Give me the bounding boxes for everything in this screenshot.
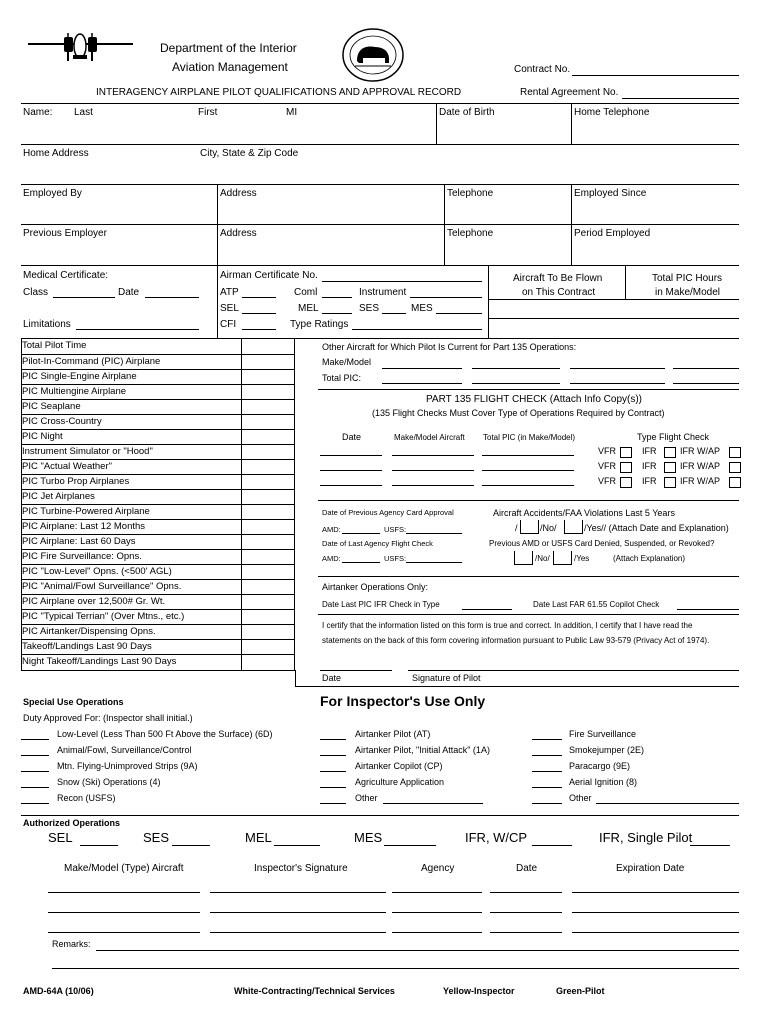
special-op-initial[interactable]: [21, 803, 49, 804]
far-check-label: Date Last FAR 61.55 Copilot Check: [533, 600, 660, 609]
other-total-pic-2[interactable]: [472, 383, 560, 384]
denied-yes-box[interactable]: [553, 551, 572, 565]
hours-row-label: PIC Airplane over 12,500# Gr. Wt.: [21, 594, 241, 609]
other-total-pic-1[interactable]: [382, 383, 462, 384]
hours-row-label: PIC "Low-Level" Opns. (<500' AGL): [21, 564, 241, 579]
other-aircraft-label: Other Aircraft for Which Pilot Is Current for Part 135 Operations:: [322, 342, 577, 352]
other-total-pic-4[interactable]: [673, 383, 739, 384]
name-label: Name:: [23, 107, 53, 118]
ifr-label: IFR: [642, 461, 657, 471]
hours-row-label: PIC Airplane: Last 60 Days: [21, 534, 241, 549]
auth-ifr-wcp-label: IFR, W/CP: [465, 830, 528, 845]
employer-address-field[interactable]: Address: [220, 188, 257, 199]
auth-ifr-wcp-field[interactable]: [532, 845, 572, 846]
pilot-signature-field[interactable]: [408, 670, 739, 671]
auth-make-model-field[interactable]: [48, 932, 200, 933]
hours-row-value[interactable]: [242, 399, 295, 414]
auth-ses-label: SES: [143, 830, 170, 845]
other-op-label: Aerial Ignition (8): [569, 777, 638, 787]
check-total-pic-header: Total PIC (in Make/Model): [483, 433, 576, 442]
accidents-no-box[interactable]: [520, 520, 539, 534]
hours-row-value[interactable]: [242, 564, 295, 579]
medical-cert-label: Medical Certificate:: [23, 270, 109, 281]
type-ratings-field[interactable]: [352, 329, 482, 330]
airtanker-op-initial[interactable]: [320, 739, 346, 740]
hours-row-label: PIC Jet Airplanes: [21, 489, 241, 504]
hours-row-label: Night Takeoff/Landings Last 90 Days: [21, 654, 241, 669]
hours-row-label: PIC "Typical Terrian" (Over Mtns., etc.): [21, 609, 241, 624]
hours-row-value[interactable]: [242, 489, 295, 504]
accidents-no-label: /No/: [540, 523, 557, 533]
hours-row-value[interactable]: [242, 429, 295, 444]
auth-signature-field[interactable]: [210, 892, 386, 893]
last-amd-label: AMD:: [322, 554, 341, 563]
hours-row-value[interactable]: [242, 534, 295, 549]
prev-card-label: Date of Previous Agency Card Approval: [322, 508, 454, 517]
other-op-label: Fire Surveillance: [569, 729, 637, 739]
medical-date-field[interactable]: [145, 297, 199, 298]
ifr-wap-checkbox[interactable]: [729, 477, 741, 488]
limitations-field[interactable]: [76, 329, 199, 330]
city-state-zip-field[interactable]: City, State & Zip Code: [200, 148, 299, 159]
check-date-field[interactable]: [320, 485, 382, 486]
certify-text-2: statements on the back of this form covering information pursuant to Public Law 93-579 (Privacy Act of 1974).: [322, 636, 710, 645]
denied-yes-label: /Yes: [574, 554, 590, 563]
period-employed-field[interactable]: Period Employed: [574, 228, 651, 239]
agency-title: Aviation Management: [172, 60, 288, 74]
last-amd-field[interactable]: [342, 562, 380, 563]
inspector-title: For Inspector's Use Only: [320, 693, 486, 709]
remarks-field[interactable]: [96, 950, 739, 951]
other-op-field-2[interactable]: [596, 803, 739, 804]
previous-employer-field[interactable]: Previous Employer: [23, 228, 107, 239]
auth-ifr-single-field[interactable]: [690, 845, 730, 846]
other-op-field[interactable]: [383, 803, 483, 804]
hours-row-value[interactable]: [242, 384, 295, 399]
total-pic-other-label: Total PIC:: [322, 373, 362, 383]
auth-agency-field[interactable]: [392, 912, 482, 913]
mi-field[interactable]: MI: [286, 107, 298, 118]
ifr-label: IFR: [642, 476, 657, 486]
hours-row-label: Pilot-In-Command (PIC) Airplane: [21, 354, 241, 369]
ifr-wap-checkbox[interactable]: [729, 447, 741, 458]
auth-expiration-field[interactable]: [572, 892, 739, 893]
home-phone-field[interactable]: Home Telephone: [574, 107, 650, 118]
last-usfs-field[interactable]: [406, 562, 462, 563]
hours-row-value[interactable]: [242, 354, 295, 369]
dob-field[interactable]: Date of Birth: [439, 107, 495, 118]
auth-expiration-field[interactable]: [572, 912, 739, 913]
auth-mes-label: MES: [354, 830, 383, 845]
make-model-label: Make/Model: [322, 357, 372, 367]
auth-ses-field[interactable]: [172, 845, 210, 846]
coml-field[interactable]: [322, 297, 352, 298]
hours-row-label: PIC Fire Surveillance: Opns.: [21, 549, 241, 564]
cfi-label: CFI: [220, 319, 237, 330]
hours-row-value[interactable]: [242, 639, 295, 654]
auth-make-model-field[interactable]: [48, 892, 200, 893]
accidents-yes-box[interactable]: [564, 520, 583, 534]
auth-make-model-field[interactable]: [48, 912, 200, 913]
hours-row-value[interactable]: [242, 654, 295, 669]
class-label: Class: [23, 287, 49, 298]
special-op-initial[interactable]: [21, 739, 49, 740]
other-op-initial[interactable]: [532, 755, 562, 756]
vfr-checkbox[interactable]: [620, 462, 632, 473]
accidents-label: Aircraft Accidents/FAA Violations Last 5 Years: [493, 508, 675, 518]
certify-date-label: Date: [322, 673, 342, 683]
mes-label: MES: [411, 303, 433, 314]
hours-row-label: PIC Turbine-Powered Airplane: [21, 504, 241, 519]
hours-row-label: PIC Cross-Country: [21, 414, 241, 429]
inspector-signature-header: Inspector's Signature: [254, 863, 348, 874]
other-total-pic-3[interactable]: [570, 383, 665, 384]
hours-row-value[interactable]: [242, 594, 295, 609]
ses-label: SES: [359, 303, 380, 314]
hours-row-label: PIC Single-Engine Airplane: [21, 369, 241, 384]
sel-label: SEL: [220, 303, 239, 314]
other-op-label: Other: [569, 793, 592, 803]
other-op-initial[interactable]: [532, 803, 562, 804]
mel-field[interactable]: [322, 313, 352, 314]
medical-date-label: Date: [118, 287, 140, 298]
auth-date-field[interactable]: [490, 892, 562, 893]
atp-field[interactable]: [242, 297, 276, 298]
hours-row-label: PIC Night: [21, 429, 241, 444]
airtanker-op-label: Airtanker Pilot, "Initial Attack" (1A): [355, 745, 490, 755]
previous-telephone-field[interactable]: Telephone: [447, 228, 494, 239]
employed-by-field[interactable]: Employed By: [23, 188, 82, 199]
ifr-wap-label: IFR W/AP: [680, 476, 720, 486]
instrument-field[interactable]: [410, 297, 482, 298]
airplane-logo-icon: [28, 28, 133, 62]
duty-approved-label: Duty Approved For: (Inspector shall initial.): [23, 713, 193, 723]
auth-ifr-single-label: IFR, Single Pilot: [599, 830, 693, 845]
check-date-field[interactable]: [320, 455, 382, 456]
other-op-initial[interactable]: [532, 739, 562, 740]
date-header: Date: [516, 863, 538, 874]
check-make-model-field[interactable]: [392, 485, 474, 486]
ifr-check-label: Date Last PIC IFR Check in Type: [322, 600, 440, 609]
authorized-title: Authorized Operations: [23, 818, 121, 828]
auth-mel-label: MEL: [245, 830, 272, 845]
hours-row-value[interactable]: [242, 474, 295, 489]
special-op-label: Mtn. Flying-Unimproved Strips (9A): [57, 761, 198, 771]
type-check-header: Type Flight Check: [637, 432, 710, 442]
auth-date-field[interactable]: [490, 932, 562, 933]
special-op-initial[interactable]: [21, 787, 49, 788]
sel-field[interactable]: [242, 313, 276, 314]
type-ratings-label: Type Ratings: [290, 319, 349, 330]
auth-signature-field[interactable]: [210, 912, 386, 913]
form-title: INTERAGENCY AIRPLANE PILOT QUALIFICATIONS AND APPROVAL RECORD: [96, 87, 462, 98]
last-card-label: Date of Last Agency Flight Check: [322, 539, 433, 548]
hours-row-label: PIC Multiengine Airplane: [21, 384, 241, 399]
other-make-model-3[interactable]: [570, 368, 665, 369]
auth-signature-field[interactable]: [210, 932, 386, 933]
coml-label: Coml: [294, 287, 318, 298]
denied-attach-label: (Attach Explanation): [613, 554, 686, 563]
special-op-label: Low-Level (Less Than 500 Ft Above the Surface) (6D): [57, 729, 273, 739]
ses-field[interactable]: [382, 313, 406, 314]
check-total-pic-field[interactable]: [482, 455, 574, 456]
special-op-label: Recon (USFS): [57, 793, 116, 803]
other-make-model-4[interactable]: [673, 368, 739, 369]
other-op-label: Smokejumper (2E): [569, 745, 645, 755]
class-field[interactable]: [53, 297, 115, 298]
hours-row-value[interactable]: [242, 414, 295, 429]
form-number: AMD-64A (10/06): [23, 986, 94, 996]
airtanker-op-label: Agriculture Application: [355, 777, 445, 787]
hours-row-value[interactable]: [242, 339, 295, 354]
flight-check-subtitle: (135 Flight Checks Must Cover Type of Operations Required by Contract): [372, 408, 665, 418]
ifr-label: IFR: [642, 446, 657, 456]
copy-green: Green-Pilot: [556, 986, 605, 996]
mes-field[interactable]: [436, 313, 482, 314]
hours-row-value[interactable]: [242, 504, 295, 519]
denied-no-box[interactable]: [514, 551, 533, 565]
airtanker-op-initial[interactable]: [320, 755, 346, 756]
check-date-field[interactable]: [320, 470, 382, 471]
expiration-header: Expiration Date: [616, 863, 685, 874]
check-make-model-field[interactable]: [392, 470, 474, 471]
make-model-type-header: Make/Model (Type) Aircraft: [64, 863, 184, 874]
airtanker-title: Airtanker Operations Only:: [322, 582, 429, 592]
ifr-check-field[interactable]: [462, 609, 512, 610]
ifr-checkbox[interactable]: [664, 462, 676, 473]
hours-row-label: PIC Airtanker/Dispensing Opns.: [21, 624, 241, 639]
ifr-wap-label: IFR W/AP: [680, 461, 720, 471]
other-make-model-2[interactable]: [472, 368, 560, 369]
hours-row-label: PIC Seaplane: [21, 399, 241, 414]
contract-no-label: Contract No.: [514, 64, 571, 75]
employed-since-field[interactable]: Employed Since: [574, 188, 647, 199]
auth-mel-field[interactable]: [274, 845, 320, 846]
last-usfs-label: USFS:: [384, 554, 407, 563]
hours-row-label: Instrument Simulator or "Hood": [21, 444, 241, 459]
other-op-label: Paracargo (9E): [569, 761, 631, 771]
check-make-model-header: Make/Model Aircraft: [394, 433, 465, 442]
hours-row-label: PIC Airplane: Last 12 Months: [21, 519, 241, 534]
hours-row-label: Takeoff/Landings Last 90 Days: [21, 639, 241, 654]
employer-telephone-field[interactable]: Telephone: [447, 188, 494, 199]
auth-mes-field[interactable]: [384, 845, 436, 846]
denied-no-label: /No/: [535, 554, 550, 563]
card-denied-label: Previous AMD or USFS Card Denied, Suspended, or Revoked?: [489, 539, 715, 548]
rental-no-field[interactable]: [622, 98, 739, 99]
vfr-checkbox[interactable]: [620, 477, 632, 488]
ifr-checkbox[interactable]: [664, 477, 676, 488]
contract-no-field[interactable]: [572, 75, 739, 76]
special-use-title: Special Use Operations: [23, 697, 124, 707]
hours-row-label: PIC Turbo Prop Airplanes: [21, 474, 241, 489]
hours-row-value[interactable]: [242, 549, 295, 564]
hours-row-label: PIC "Animal/Fowl Surveillance" Opns.: [21, 579, 241, 594]
mel-label: MEL: [298, 303, 319, 314]
auth-agency-field[interactable]: [392, 892, 482, 893]
remarks-label: Remarks:: [52, 939, 91, 949]
airtanker-op-label: Airtanker Pilot (AT): [355, 729, 431, 739]
agency-header: Agency: [421, 863, 455, 874]
special-op-label: Snow (Ski) Operations (4): [57, 777, 161, 787]
copy-white: White-Contracting/Technical Services: [234, 986, 395, 996]
limitations-label: Limitations: [23, 319, 71, 330]
auth-sel-label: SEL: [48, 830, 73, 845]
auth-agency-field[interactable]: [392, 932, 482, 933]
hours-row-value[interactable]: [242, 624, 295, 639]
other-op-initial[interactable]: [532, 771, 562, 772]
vfr-label: VFR: [598, 446, 616, 456]
cfi-field[interactable]: [242, 329, 276, 330]
certify-text: I certify that the information listed on this form is true and correct. In addition, I certify that I have read the: [322, 621, 693, 630]
aircraft-flown-label: Aircraft To Be Flown: [513, 273, 603, 284]
remarks-field-2[interactable]: [52, 968, 739, 969]
dept-title: Department of the Interior: [160, 41, 297, 55]
airtanker-op-initial[interactable]: [320, 787, 346, 788]
prev-amd-field[interactable]: [342, 533, 380, 534]
hours-row-label: PIC "Actual Weather": [21, 459, 241, 474]
vfr-checkbox[interactable]: [620, 447, 632, 458]
airtanker-op-initial[interactable]: [320, 771, 346, 772]
aircraft-flown-label-2: on This Contract: [522, 287, 596, 298]
auth-expiration-field[interactable]: [572, 932, 739, 933]
doi-seal-icon: [341, 27, 405, 83]
instrument-label: Instrument: [359, 287, 407, 298]
check-date-header: Date: [342, 432, 362, 442]
check-total-pic-field[interactable]: [482, 470, 574, 471]
hours-row-value[interactable]: [242, 459, 295, 474]
airtanker-op-initial[interactable]: [320, 803, 346, 804]
total-pic-label-2: in Make/Model: [655, 287, 721, 298]
atp-label: ATP: [220, 287, 239, 298]
accidents-yes-label: /Yes// (Attach Date and Explanation): [584, 523, 729, 533]
hours-row-value[interactable]: [242, 369, 295, 384]
ifr-wap-label: IFR W/AP: [680, 446, 720, 456]
check-total-pic-field[interactable]: [482, 485, 574, 486]
copy-yellow: Yellow-Inspector: [443, 986, 515, 996]
vfr-label: VFR: [598, 476, 616, 486]
special-op-initial[interactable]: [21, 755, 49, 756]
home-address-field[interactable]: Home Address: [23, 148, 89, 159]
other-make-model-1[interactable]: [382, 368, 462, 369]
total-pic-label: Total PIC Hours: [652, 273, 723, 284]
pilot-signature-label: Signature of Pilot: [412, 673, 481, 683]
prev-usfs-field[interactable]: [406, 533, 462, 534]
special-op-initial[interactable]: [21, 771, 49, 772]
ifr-wap-checkbox[interactable]: [729, 462, 741, 473]
check-make-model-field[interactable]: [392, 455, 474, 456]
previous-address-field[interactable]: Address: [220, 228, 257, 239]
hours-row-value[interactable]: [242, 519, 295, 534]
vfr-label: VFR: [598, 461, 616, 471]
prev-amd-label: AMD:: [322, 525, 341, 534]
special-op-label: Animal/Fowl, Surveillance/Control: [57, 745, 192, 755]
hours-row-value[interactable]: [242, 609, 295, 624]
auth-sel-field[interactable]: [80, 845, 118, 846]
other-op-initial[interactable]: [532, 787, 562, 788]
rental-no-label: Rental Agreement No.: [520, 87, 619, 98]
ifr-checkbox[interactable]: [664, 447, 676, 458]
airtanker-op-label: Other: [355, 793, 378, 803]
airman-cert-field[interactable]: [322, 281, 482, 282]
first-name-field[interactable]: First: [198, 107, 218, 118]
certify-date-field[interactable]: [320, 670, 392, 671]
hours-row-value[interactable]: [242, 579, 295, 594]
airman-cert-label: Airman Certificate No.: [220, 270, 318, 281]
auth-date-field[interactable]: [490, 912, 562, 913]
hours-row-label: Total Pilot Time: [22, 340, 87, 351]
flight-check-title: PART 135 FLIGHT CHECK (Attach Info Copy(s)): [426, 394, 642, 405]
prev-usfs-label: USFS:: [384, 525, 407, 534]
last-name-field[interactable]: Last: [74, 107, 93, 118]
hours-row-value[interactable]: [242, 444, 295, 459]
far-check-field[interactable]: [677, 609, 739, 610]
airtanker-op-label: Airtanker Copilot (CP): [355, 761, 443, 771]
